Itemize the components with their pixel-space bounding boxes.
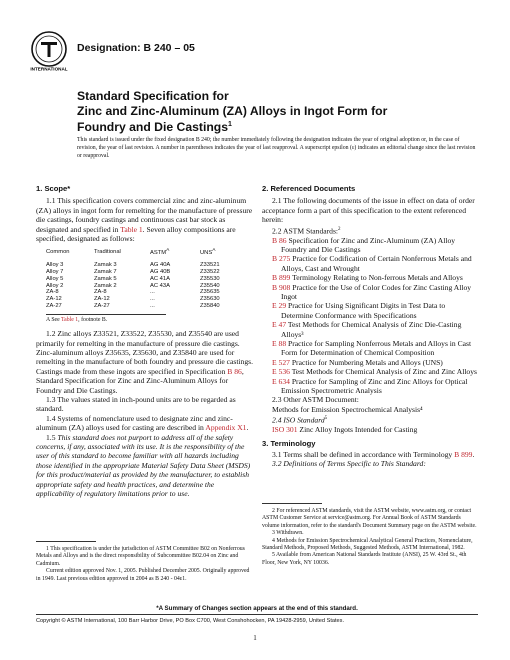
reference-link[interactable]: B 908 bbox=[272, 282, 291, 292]
table-header: $UNS^A$ bbox=[200, 248, 216, 257]
reference-item: E 29 Practice for Using Significant Digits in Test Data to Determine Conformance with Specifications bbox=[272, 301, 446, 320]
reference-link[interactable]: E 47 bbox=[272, 320, 287, 330]
reference-link[interactable]: E 527 bbox=[272, 357, 290, 367]
alloy-table bbox=[46, 248, 220, 309]
reference-link[interactable]: ISO 301 bbox=[272, 425, 298, 435]
reference-item: E 634 Practice for Sampling of Zinc and Zinc Alloys for Optical Emission Spectrometric Analysis bbox=[272, 376, 468, 396]
standard-note: This standard is issued under the fixed designation B 240; the number immediately following the designation indicates the year of original adoption or, in the case of revision, the year of last revision. A number in parentheses indicates the year of last reapproval. A superscript epsilon (ε) indicates an editorial change since the last revision or reapproval. bbox=[77, 137, 476, 159]
table-header: $ASTM^A$ bbox=[150, 248, 170, 257]
copyright: Copyright © ASTM International, 100 Barr Harbor Drive, PO Box C700, West Conshohocken, PA 19428-2959, United States. bbox=[36, 618, 344, 624]
paragraph-1-2: 1.2 Zinc alloys Z33521, Z33522, Z35530, and Z35540 are used primarily for remelting in the manufacture of pressure die castings. Zinc-aluminum alloys Z35635, Z35630, and Z35840 are used for remelting in the manufacture of both foundry and pressure die castings. Castings made from these ingots are specified in Specification B 86, Standard Specification for Zinc and Zinc-Aluminum Alloys for Foundry and Die Castings. bbox=[36, 329, 253, 395]
table-row: Alloy 3 Zamak 3 AG 40A Z33521 bbox=[46, 262, 220, 269]
iso-reference-item: ISO 301 Zinc Alloy Ingots Intended for Casting bbox=[272, 425, 418, 435]
svg-text:INTERNATIONAL: INTERNATIONAL bbox=[30, 66, 68, 72]
footnote-rule bbox=[36, 541, 96, 542]
reference-item: B 908 Practice for the Use of Color Codes for Zinc Casting Alloy Ingot bbox=[272, 282, 472, 301]
reference-item: B 275 Practice for Codification of Certain Nonferrous Metals and Alloys, Cast and Wrought bbox=[272, 254, 472, 273]
designation: Designation: B 240 – 05 bbox=[77, 42, 195, 54]
footnote-3: 3 Withdrawn. bbox=[272, 530, 304, 537]
section-heading-terminology: 3. Terminology bbox=[262, 438, 316, 448]
other-document-item: Methods for Emission Spectrochemical Analysis⁴ bbox=[272, 404, 423, 414]
reference-link[interactable]: E 29 bbox=[272, 301, 287, 311]
table-row: ZA-8 ZA-8 ... Z35635 bbox=[46, 289, 220, 296]
reference-item: E 527 Practice for Numbering Metals and Alloys (UNS) bbox=[272, 357, 443, 367]
reference-link[interactable]: E 634 bbox=[272, 376, 290, 386]
table-note: A See Table 1, footnote B. bbox=[46, 316, 108, 323]
table-rule bbox=[46, 314, 166, 315]
paragraph-3-1: 3.1 Terms shall be defined in accordance with Terminology B 899. bbox=[272, 450, 475, 460]
section-heading-referenced-documents: 2. Referenced Documents bbox=[262, 184, 356, 193]
table-row: Alloy 7 Zamak 7 AG 40B Z33522 bbox=[46, 268, 220, 275]
table-row: ZA-27 ZA-27 ... Z35840 bbox=[46, 302, 220, 309]
table-header-row bbox=[46, 248, 220, 257]
b899-link[interactable]: B 899 bbox=[454, 450, 473, 460]
left-column bbox=[36, 184, 254, 498]
reference-item: E 88 Practice for Sampling Nonferrous Metals and Alloys in Cast Form for Determination of Chemical Composition bbox=[272, 339, 472, 358]
reference-link[interactable]: E 88 bbox=[272, 339, 287, 349]
reference-list bbox=[262, 236, 478, 396]
footnote-5: 5 Available from American National Standards Institute (ANSI), 25 W. 43rd St., 4th Floor, New York, NY 10036. bbox=[262, 552, 467, 566]
title-line: Standard Specification for bbox=[77, 89, 229, 103]
footer-rule bbox=[36, 614, 478, 615]
paragraph-1-5: 1.5 This standard does not purport to address all of the safety concerns, if any, associated with its use. It is the responsibility of the user of this standard to become familiar with all hazards including those identified in the appropriate Material Safety Data Sheet (MSDS) for this product/material as provided by the manufacturer, to establish appropriate safety and health practices, and determine the applicability of regulatory limitations prior to use. bbox=[36, 432, 251, 499]
reference-item: E 47 Test Methods for Chemical Analysis of Zinc Die-Casting Alloys³ bbox=[272, 320, 462, 339]
astm-logo bbox=[28, 30, 70, 72]
paragraph-1-1: 1.1 This specification covers commercial zinc and zinc-aluminum (ZA) alloys in ingot form for remelting for the manufacture of pressure die castings, foundry castings and continuous cast bar stock as designated and specified in Table 1. Seven alloy compositions are specified, designated as follows: bbox=[36, 196, 253, 244]
title-line: Zinc and Zinc-Aluminum (ZA) Alloys in Ingot Form for bbox=[77, 103, 388, 118]
paragraph-2-1: 2.1 The following documents of the issue in effect on data of order acceptance form a part of this specification to the extent referenced herein: bbox=[262, 196, 475, 225]
right-column bbox=[262, 184, 478, 469]
reference-item: E 536 Test Methods for Chemical Analysis of Zinc and Zinc Alloys bbox=[272, 367, 477, 377]
footnote-4: 4 Methods for Emission Spectrochemical Analytical General Practices, Nomenclature, Standard Methods, Proposed Methods, Suggested Methods, ASTM International, 1982. bbox=[262, 537, 473, 552]
page-number: 1 bbox=[253, 634, 257, 642]
table-header: Traditional bbox=[94, 249, 121, 256]
title-line: Foundry and Die Castings bbox=[77, 120, 229, 135]
table-row: ZA-12 ZA-12 ... Z35630 bbox=[46, 296, 220, 303]
table-row: Alloy 5 Zamak 5 AC 41A Z35530 bbox=[46, 275, 220, 282]
footnote-1-continued: Current edition approved Nov. 1, 2005. Published December 2005. Originally approved in 1949. Last previous edition approved in 2004 as B 240 - 04ε1. bbox=[36, 568, 250, 582]
reference-link[interactable]: E 536 bbox=[272, 367, 290, 377]
summary-of-changes-note: *A Summary of Changes section appears at the end of this standard. bbox=[156, 605, 358, 612]
document-title bbox=[77, 89, 437, 135]
section-heading-scope: 1. Scope* bbox=[36, 184, 71, 193]
table-header: Common bbox=[46, 249, 70, 256]
astm-standards-label: 2.2 ASTM Standards:$^2$ bbox=[272, 226, 341, 236]
b86-link[interactable]: B 86 bbox=[227, 366, 242, 376]
reference-item: B 899 Terminology Relating to Non-ferrous Metals and Alloys bbox=[272, 273, 463, 283]
footnote-2: 2 For referenced ASTM standards, visit the ASTM website, www.astm.org, or contact ASTM Customer Service at service@astm.org. For Annual Book of ASTM Standards volume information, refer to the standard's Document Summary page on the ASTM website. bbox=[262, 508, 477, 529]
footnote-1: 1 This specification is under the jurisdiction of ASTM Committee B02 on Nonferrous Metals and Alloys and is the direct responsibility of Subcommittee B02.04 on Zinc and Cadmium. bbox=[36, 546, 245, 567]
other-document-label: 2.3 Other ASTM Document: bbox=[272, 395, 359, 405]
footnote-mark: 1 bbox=[228, 121, 232, 128]
reference-item: B 86 Specification for Zinc and Zinc-Aluminum (ZA) Alloy Foundry and Die Castings bbox=[272, 235, 456, 254]
left-footnotes bbox=[36, 546, 254, 583]
paragraph-3-2: 3.2 Definitions of Terms Specific to This Standard: bbox=[272, 459, 426, 469]
table-row: Alloy 2 Zamak 2 AC 43A Z35540 bbox=[46, 282, 220, 289]
paragraph-1-3: 1.3 The values stated in inch-pound units are to be regarded as standard. bbox=[36, 394, 236, 414]
reference-link[interactable]: B 86 bbox=[272, 235, 287, 245]
reference-link[interactable]: B 275 bbox=[272, 254, 291, 264]
right-footnotes bbox=[262, 508, 478, 567]
reference-link[interactable]: B 899 bbox=[272, 273, 291, 283]
paragraph-1-4: 1.4 Systems of nomenclature used to designate zinc and zinc-aluminum (ZA) alloys used for casting are described in Appendix X1. bbox=[36, 413, 249, 433]
footnote-rule bbox=[262, 503, 322, 504]
table-1-link[interactable]: Table 1 bbox=[120, 224, 143, 234]
iso-standard-label: 2.4 ISO Standard$^5$ bbox=[272, 415, 328, 425]
appendix-x1-link[interactable]: Appendix X1 bbox=[205, 423, 247, 433]
table-1-link[interactable]: Table 1 bbox=[61, 316, 79, 323]
